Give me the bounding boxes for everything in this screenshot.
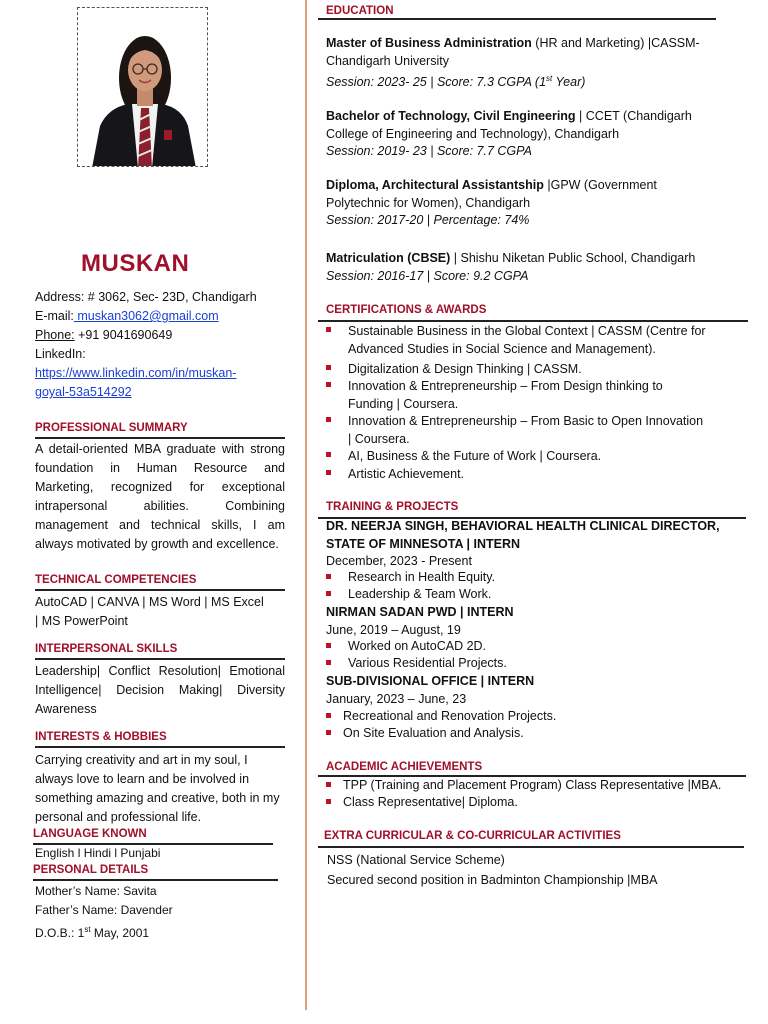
interests-text: Carrying creativity and art in my soul, I always love to learn and be involved in something amazing and creative, both in my personal and professional life. bbox=[35, 753, 280, 824]
certifications-rule bbox=[318, 320, 748, 322]
technical-text: AutoCAD | CANVA | MS Word | MS Excel | MS PowerPoint bbox=[35, 595, 264, 628]
interests-rule bbox=[35, 746, 285, 748]
job-title: STATE OF MINNESOTA | INTERN bbox=[326, 536, 521, 551]
edu-line2: College of Engineering and Technology), Chandigarh bbox=[326, 126, 620, 141]
extra-rule bbox=[318, 846, 744, 848]
job-title: DR. NEERJA SINGH, BEHAVIORAL HEALTH CLINICAL DIRECTOR, bbox=[326, 519, 720, 533]
extra-item: NSS (National Service Scheme) bbox=[327, 853, 505, 867]
edu-institution: | CCET (Chandigarh bbox=[575, 109, 692, 123]
cert-line: | Coursera. bbox=[348, 431, 410, 446]
job-title: NIRMAN SADAN PWD | INTERN bbox=[326, 605, 514, 619]
extra-list bbox=[327, 850, 747, 890]
job-bullet: On Site Evaluation and Analysis. bbox=[343, 726, 524, 740]
linkedin-link-line2[interactable]: goyal-53a514292 bbox=[35, 385, 132, 399]
bullet-icon bbox=[326, 470, 334, 478]
mother-name: Mother’s Name: Savita bbox=[35, 884, 157, 898]
cert-line: Innovation & Entrepreneurship – From Basic to Open Innovation bbox=[348, 414, 704, 428]
interpersonal-rule bbox=[35, 658, 285, 660]
extra-item: Secured second position in Badminton Championship |MBA bbox=[327, 873, 658, 887]
email-link[interactable]: muskan3062@gmail.com bbox=[73, 309, 219, 323]
edu-session-text: Session: 2023- 25 | Score: 7.3 CGPA (1 bbox=[326, 75, 547, 90]
training-heading: TRAINING & PROJECTS bbox=[326, 501, 459, 513]
candidate-name: MUSKAN bbox=[81, 250, 190, 277]
profile-photo bbox=[77, 7, 208, 167]
bullet-icon bbox=[326, 660, 334, 668]
job-entry bbox=[326, 673, 746, 708]
bullet-icon bbox=[326, 643, 334, 651]
dob-prefix: D.O.B.: 1 bbox=[35, 926, 85, 940]
education-item bbox=[326, 108, 726, 161]
edu-session-end: Year) bbox=[552, 75, 586, 90]
father-name: Father’s Name: Davender bbox=[35, 903, 173, 917]
avatar bbox=[78, 8, 208, 167]
education-item bbox=[326, 177, 726, 230]
edu-session bbox=[326, 70, 726, 92]
academic-heading: ACADEMIC ACHIEVEMENTS bbox=[326, 761, 483, 773]
job-dates: June, 2019 – August, 19 bbox=[326, 622, 461, 637]
edu-degree: Master of Business Administration bbox=[326, 36, 532, 50]
job-dates: December, 2023 - Present bbox=[326, 554, 472, 568]
phone-row bbox=[35, 326, 285, 345]
languages-rule bbox=[33, 843, 273, 845]
email-row bbox=[35, 307, 285, 326]
extra-heading: EXTRA CURRICULAR & CO-CURRICULAR ACTIVITIES bbox=[324, 830, 621, 842]
cert-item bbox=[348, 448, 738, 466]
cert-item bbox=[348, 413, 738, 448]
bullet-icon bbox=[326, 799, 334, 807]
job-dates: January, 2023 – June, 23 bbox=[326, 691, 467, 706]
cert-line: Sustainable Business in the Global Context | CASSM (Centre for bbox=[348, 324, 706, 338]
cert-line: Digitalization & Design Thinking | CASSM. bbox=[348, 362, 582, 376]
bullet-icon bbox=[326, 365, 334, 373]
job-bullet: Recreational and Renovation Projects. bbox=[343, 709, 557, 723]
bullet-icon bbox=[326, 327, 334, 335]
edu-degree: Diploma, Architectural Assistantship bbox=[326, 178, 544, 192]
edu-session: Session: 2016-17 | Score: 9.2 CGPA bbox=[326, 268, 529, 283]
technical-heading: TECHNICAL COMPETENCIES bbox=[35, 574, 197, 586]
phone-label: Phone: bbox=[35, 328, 75, 342]
dob-suffix: May, 2001 bbox=[90, 926, 150, 940]
academic-item: Class Representative| Diploma. bbox=[343, 795, 518, 809]
cert-item bbox=[348, 361, 738, 379]
personal-block bbox=[35, 882, 285, 943]
cert-line: AI, Business & the Future of Work | Coursera. bbox=[348, 449, 602, 463]
summary-text: A detail-oriented MBA graduate with strong foundation in Human Resource and Marketing, recognized for exceptional intrapersonal abilities. Combining management and technical skills, I am always motivated by growth and excellence. bbox=[35, 442, 285, 551]
edu-session: Session: 2017-20 | Percentage: 74% bbox=[326, 213, 530, 227]
linkedin-label: LinkedIn: bbox=[35, 347, 86, 361]
edu-institution: | Shishu Niketan Public School, Chandigarh bbox=[450, 251, 696, 265]
bullet-icon bbox=[326, 417, 334, 425]
edu-degree: Matriculation (CBSE) bbox=[326, 251, 451, 265]
personal-heading: PERSONAL DETAILS bbox=[33, 864, 149, 876]
cert-item bbox=[348, 378, 738, 413]
dob bbox=[35, 920, 285, 943]
interpersonal-text: Leadership| Conflict Resolution| Emotional Intelligence| Decision Making| Diversity Awareness bbox=[35, 664, 285, 716]
edu-institution: |GPW (Government bbox=[543, 178, 657, 192]
personal-rule bbox=[33, 879, 278, 881]
cert-line: Innovation & Entrepreneurship – From Design thinking to bbox=[348, 379, 663, 393]
column-divider bbox=[305, 0, 307, 1010]
academic-item: TPP (Training and Placement Program) Class Representative |MBA. bbox=[343, 778, 722, 792]
edu-institution: (HR and Marketing) |CASSM- bbox=[531, 36, 700, 50]
edu-session: Session: 2019- 23 | Score: 7.7 CGPA bbox=[326, 144, 532, 158]
education-item bbox=[326, 250, 746, 285]
edu-line2: Chandigarh University bbox=[326, 53, 449, 68]
bullet-icon bbox=[326, 713, 334, 721]
summary-rule bbox=[35, 437, 285, 439]
bullet-icon bbox=[326, 382, 334, 390]
bullet-icon bbox=[326, 782, 334, 790]
interpersonal-heading: INTERPERSONAL SKILLS bbox=[35, 643, 178, 655]
contact-block bbox=[35, 288, 285, 402]
bullet-icon bbox=[326, 591, 334, 599]
email-label: E-mail: bbox=[35, 309, 74, 323]
phone-value: +91 9041690649 bbox=[74, 328, 173, 342]
job-entry bbox=[326, 604, 746, 639]
bullet-icon bbox=[326, 452, 334, 460]
summary-heading: PROFESSIONAL SUMMARY bbox=[35, 422, 188, 434]
cert-item bbox=[348, 466, 738, 484]
education-heading: EDUCATION bbox=[326, 5, 394, 17]
dob-sup: st bbox=[84, 925, 91, 934]
bullet-icon bbox=[326, 730, 334, 738]
address: Address: # 3062, Sec- 23D, Chandigarh bbox=[35, 290, 257, 304]
job-entry bbox=[326, 518, 746, 571]
bullet-icon bbox=[326, 574, 334, 582]
education-rule bbox=[318, 18, 716, 20]
job-bullet: Leadership & Team Work. bbox=[348, 587, 492, 601]
edu-session-sup: st bbox=[546, 74, 553, 83]
job-bullet: Worked on AutoCAD 2D. bbox=[348, 639, 487, 653]
education-item bbox=[326, 35, 726, 92]
edu-degree: Bachelor of Technology, Civil Engineering bbox=[326, 109, 576, 123]
cert-line: Advanced Studies in Social Science and Management). bbox=[348, 341, 656, 356]
linkedin-link-line1[interactable]: https://www.linkedin.com/in/muskan- bbox=[35, 366, 237, 380]
certifications-heading: CERTIFICATIONS & AWARDS bbox=[326, 304, 487, 316]
technical-rule bbox=[35, 589, 285, 591]
edu-line2: Polytechnic for Women), Chandigarh bbox=[326, 195, 531, 210]
languages-text: English l Hindi l Punjabi bbox=[35, 846, 161, 860]
cert-line: Artistic Achievement. bbox=[348, 467, 465, 481]
languages-heading: LANGUAGE KNOWN bbox=[33, 828, 147, 840]
interests-heading: INTERESTS & HOBBIES bbox=[35, 731, 167, 743]
job-bullet: Various Residential Projects. bbox=[348, 656, 507, 670]
job-title: SUB-DIVISIONAL OFFICE | INTERN bbox=[326, 674, 535, 688]
cert-item bbox=[348, 323, 738, 358]
job-bullet: Research in Health Equity. bbox=[348, 570, 496, 584]
cert-line: Funding | Coursera. bbox=[348, 396, 459, 411]
